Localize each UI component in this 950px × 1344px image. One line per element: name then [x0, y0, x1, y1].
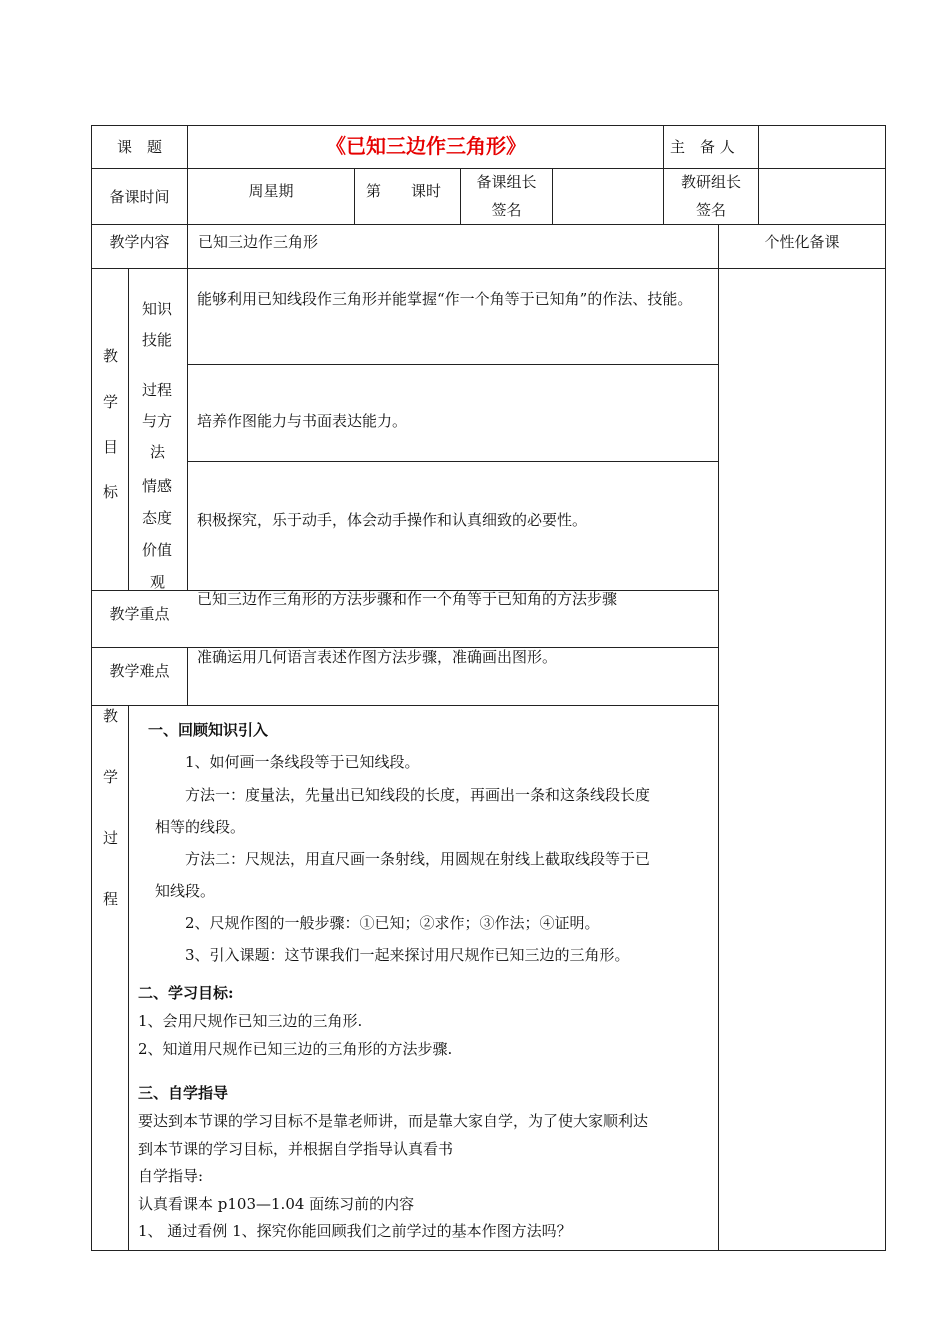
knowledge-text: 能够利用已知线段作三角形并能掌握“作一个角等于已知角”的作法、技能。 [197, 290, 693, 308]
content-label: 教学内容 [109, 233, 170, 251]
table-border [128, 268, 129, 590]
table-border [885, 125, 886, 1251]
section3-heading: 三、自学指导 [138, 1084, 229, 1102]
knowledge-label-2: 技能 [142, 331, 173, 349]
table-border [354, 168, 355, 224]
process-label-1: 过程 [142, 381, 173, 399]
section1-method2-line2: 知线段。 [155, 882, 216, 900]
section1-question1: 1、如何画一条线段等于已知线段。 [185, 753, 420, 771]
process-section-label-4: 程 [103, 890, 119, 908]
objectives-label-3: 目 [103, 438, 119, 456]
knowledge-label-1: 知识 [142, 300, 173, 318]
content-value: 已知三边作三角形 [198, 233, 319, 251]
table-border [91, 125, 886, 126]
emotion-label-2: 态度 [142, 509, 173, 527]
emotion-label-1: 情感 [142, 477, 173, 495]
personal-prep-label: 个性化备课 [764, 233, 840, 251]
section2-heading: 二、学习目标: [138, 984, 234, 1002]
table-border [91, 705, 718, 706]
objectives-label-1: 教 [103, 347, 119, 365]
section2-item1: 1、会用尺规作已知三边的三角形. [138, 1012, 363, 1030]
table-border [187, 461, 718, 462]
section1-heading: 一、回顾知识引入 [148, 721, 269, 739]
section1-method1-line2: 相等的线段。 [155, 818, 246, 836]
page-title: 《已知三边作三角形》 [326, 134, 526, 158]
table-border [758, 125, 759, 224]
process-section-label-2: 学 [103, 768, 119, 786]
objectives-label-2: 学 [103, 393, 119, 411]
section1-question2: 2、尺规作图的一般步骤：①已知；②求作；③作法；④证明。 [185, 914, 600, 932]
key-point-label: 教学重点 [109, 605, 170, 623]
table-border [187, 647, 188, 705]
section2-item2: 2、知道用尺规作已知三边的三角形的方法步骤. [138, 1040, 453, 1058]
section3-item1: 1、 通过看例 1、探究你能回顾我们之前学过的基本作图方法吗？ [138, 1222, 572, 1240]
emotion-label-3: 价值 [142, 541, 173, 559]
preparer-label: 主 备 人 [670, 138, 735, 156]
emotion-label-4: 观 [150, 573, 166, 591]
table-border [552, 168, 553, 224]
table-border [718, 224, 719, 1250]
table-border [91, 268, 886, 269]
process-label-2: 与方 [142, 412, 173, 430]
section1-method1-line1: 方法一：度量法，先量出已知线段的长度，再画出一条和这条线段长度 [185, 786, 651, 804]
process-text: 培养作图能力与书面表达能力。 [197, 412, 408, 430]
subject-label: 课 题 [116, 138, 162, 156]
table-border [91, 224, 886, 225]
difficulty-text: 准确运用几何语言表述作图方法步骤，准确画出图形。 [197, 648, 558, 666]
section3-guide-label: 自学指导: [138, 1167, 204, 1185]
table-border [187, 364, 718, 365]
objectives-label-4: 标 [103, 483, 119, 501]
research-leader-label: 教研组长签名 [680, 173, 741, 219]
key-point-text: 已知三边作三角形的方法步骤和作一个角等于已知角的方法步骤 [197, 590, 618, 608]
section3-paragraph-line2: 到本节课的学习目标，并根据自学指导认真看书 [138, 1140, 454, 1158]
table-border [91, 1250, 886, 1251]
difficulty-label: 教学难点 [109, 662, 170, 680]
week-label: 周星期 [248, 182, 294, 200]
section1-question3: 3、引入课题：这节课我们一起来探讨用尺规作已知三边的三角形。 [185, 946, 630, 964]
process-section-label-1: 教 [103, 707, 119, 725]
section3-guide-text: 认真看课本 p103—1.04 面练习前的内容 [138, 1195, 415, 1213]
process-section-label-3: 过 [103, 829, 119, 847]
section1-method2-line1: 方法二：尺规法，用直尺画一条射线，用圆规在射线上截取线段等于已 [185, 850, 651, 868]
period-label: 第 课时 [366, 182, 442, 200]
emotion-text: 积极探究，乐于动手，体会动手操作和认真细致的必要性。 [197, 511, 588, 529]
group-leader-label: 备课组长签名 [476, 173, 537, 219]
table-border [128, 705, 129, 1250]
prep-time-label: 备课时间 [109, 188, 170, 206]
table-border [91, 125, 92, 1251]
process-label-3: 法 [150, 443, 166, 461]
section3-paragraph-line1: 要达到本节课的学习目标不是靠老师讲，而是靠大家自学，为了使大家顺利达 [138, 1112, 649, 1130]
